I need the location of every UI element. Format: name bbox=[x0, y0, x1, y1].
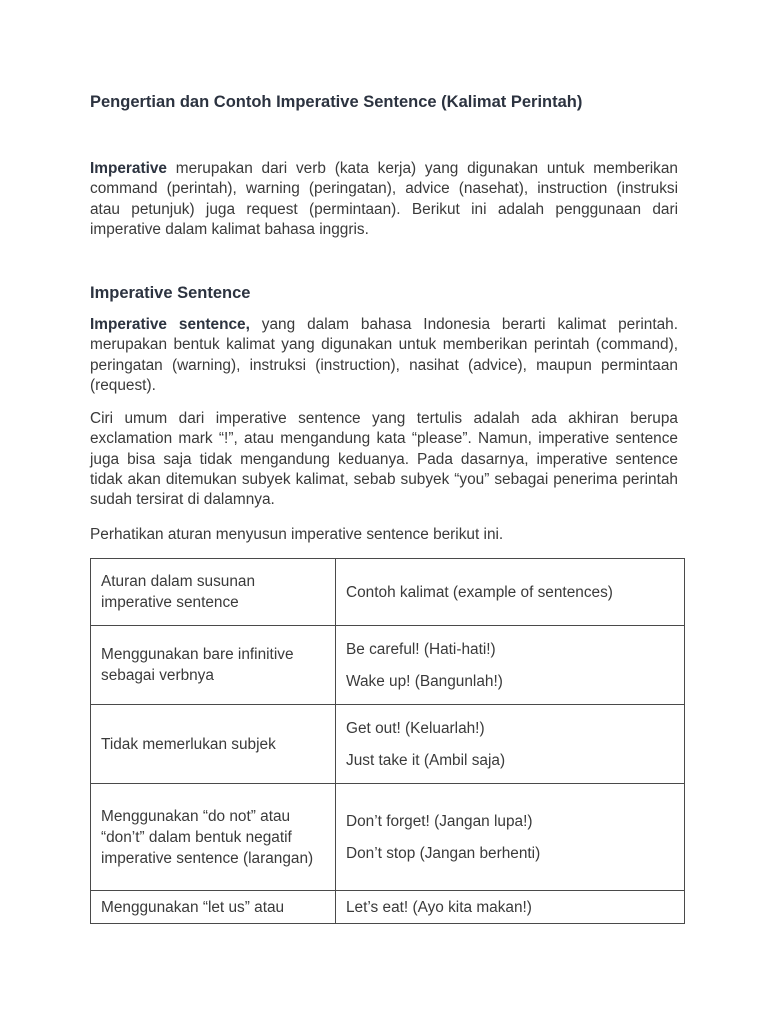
table-row bbox=[91, 891, 685, 924]
rule-cell: Menggunakan “do not” atau “don’t” dalam bentuk negatif imperative sentence (larangan) bbox=[91, 784, 336, 891]
example-sentence: Get out! (Keluarlah!) bbox=[346, 719, 485, 737]
table-row bbox=[91, 784, 685, 891]
header-cell-rule: Aturan dalam susunan imperative sentence bbox=[91, 559, 336, 626]
rule-cell: Menggunakan “let us” atau bbox=[91, 891, 336, 924]
table-row bbox=[91, 626, 685, 705]
intro-text: merupakan dari verb (kata kerja) yang digunakan untuk memberikan command (perintah), warning (peringatan), advice (nasehat), instruction (instruksi atau petunjuk) juga request (permintaan). Berikut ini adalah penggunaan dari imperative dalam kalimat bahasa inggris. bbox=[90, 160, 678, 238]
example-sentence: Don’t stop (Jangan berhenti) bbox=[346, 844, 541, 862]
definition-paragraph bbox=[90, 315, 678, 396]
rule-cell: Menggunakan bare infinitive sebagai verbnya bbox=[91, 626, 336, 705]
definition-bold-term: Imperative sentence, bbox=[90, 316, 250, 333]
lead-in-paragraph: Perhatikan aturan menyusun imperative sentence berikut ini. bbox=[90, 526, 504, 543]
document-title: Pengertian dan Contoh Imperative Sentence (Kalimat Perintah) bbox=[90, 93, 583, 111]
example-sentence: Don’t forget! (Jangan lupa!) bbox=[346, 812, 533, 830]
rules-table bbox=[90, 558, 685, 924]
intro-paragraph bbox=[90, 159, 678, 240]
example-sentence: Be careful! (Hati-hati!) bbox=[346, 640, 496, 658]
rule-cell: Tidak memerlukan subjek bbox=[91, 705, 336, 784]
definition-text: yang dalam bahasa Indonesia berarti kalimat perintah. merupakan bentuk kalimat yang digunakan untuk memberikan perintah (command), peringatan (warning), instruksi (instruction), nasihat (advice), maupun permintaan (request). bbox=[90, 316, 679, 394]
example-cell bbox=[336, 705, 685, 784]
intro-bold-term: Imperative bbox=[90, 160, 167, 177]
example-sentence: Wake up! (Bangunlah!) bbox=[346, 672, 503, 690]
example-cell bbox=[336, 784, 685, 891]
section-heading: Imperative Sentence bbox=[90, 284, 251, 302]
header-cell-example: Contoh kalimat (example of sentences) bbox=[336, 559, 685, 626]
characteristics-paragraph: Ciri umum dari imperative sentence yang tertulis adalah ada akhiran berupa exclamation mark “!”, atau mengandung kata “please”. Namun, imperative sentence juga bisa saja tidak mengandung keduanya. Pada dasarnya, imperative sentence tidak akan ditemukan subyek kalimat, sebab subyek “you” sebagai penerima perintah sudah tersirat di dalamnya. bbox=[90, 410, 678, 509]
table-row bbox=[91, 705, 685, 784]
table-header-row bbox=[91, 559, 685, 626]
example-cell bbox=[336, 626, 685, 705]
example-sentence: Just take it (Ambil saja) bbox=[346, 751, 506, 769]
example-cell bbox=[336, 891, 685, 924]
example-sentence: Let’s eat! (Ayo kita makan!) bbox=[346, 898, 532, 916]
